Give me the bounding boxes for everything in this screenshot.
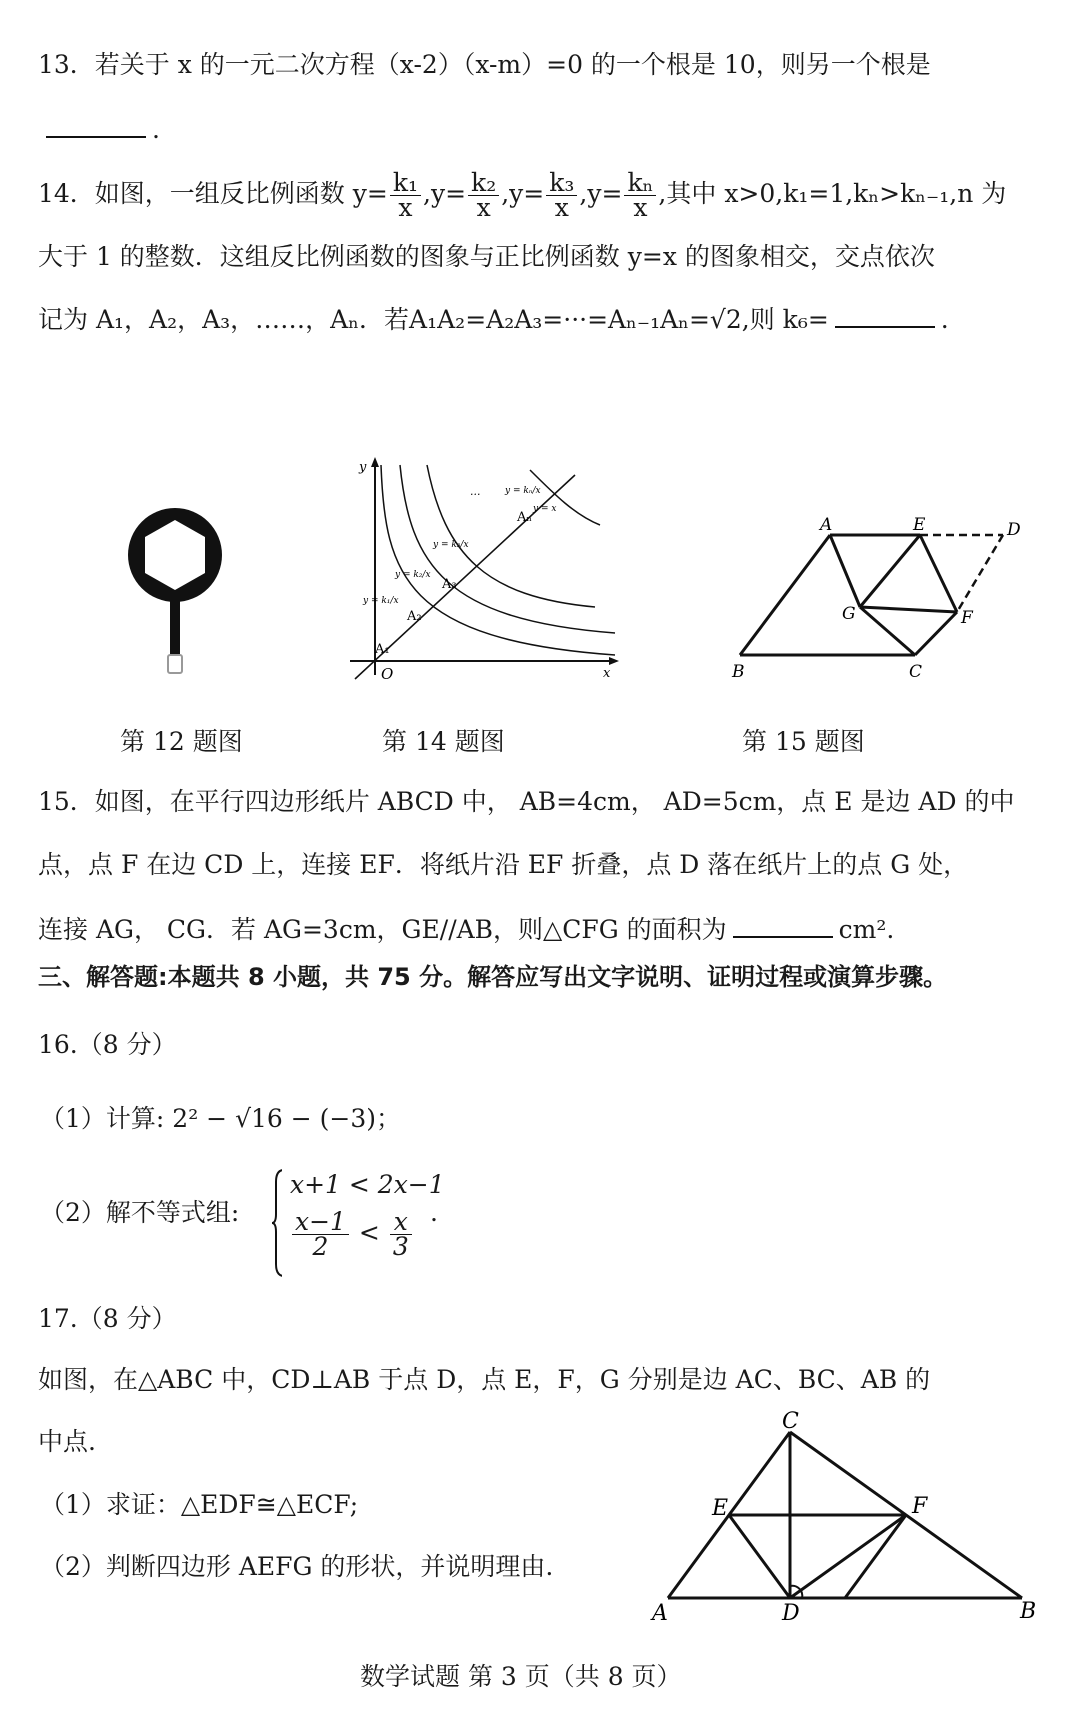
q17-part2: （2）判断四边形 AEFG 的形状，并说明理由. <box>40 1552 554 1581</box>
q17-line2: 中点. <box>38 1427 96 1456</box>
q13-line1: 13．若关于 x 的一元二次方程（x-2）（x-m）=0 的一个根是 10，则另一个根是 <box>38 50 931 79</box>
fig17-e: E <box>712 1496 729 1521</box>
q16-brace <box>272 1168 282 1278</box>
q16-part2-label: （2）解不等式组: <box>40 1198 240 1227</box>
q14-frac-k3: $\frac{\text{k₃}}{x}$ <box>546 171 577 220</box>
figure-12 <box>110 495 240 685</box>
q14-line2: 大于 1 的整数．这组反比例函数的图象与正比例函数 y=x 的图象相交，交点依次 <box>38 242 935 271</box>
fig14-a3: A₃ <box>442 577 457 592</box>
page-footer: 数学试题 第 3 页（共 8 页） <box>360 1662 682 1691</box>
section-3-heading: 三、解答题:本题共 8 小题，共 75 分。解答应写出文字说明、证明过程或演算步骤。 <box>38 963 948 991</box>
q16-header: 16.（8 分） <box>38 1030 177 1059</box>
fig15-c: C <box>909 662 923 682</box>
q14-frac-kn: $\frac{\text{kₙ}}{x}$ <box>624 171 656 220</box>
fig14-yx: y = x <box>533 504 557 514</box>
q14-blank[interactable] <box>835 300 935 328</box>
fig14-x-label: x <box>603 666 611 681</box>
fig17-c: C <box>782 1410 799 1434</box>
fig17-a: A <box>652 1601 668 1626</box>
fig15-g: G <box>842 604 856 624</box>
fig14-f2: y = k₂/x <box>395 570 431 580</box>
fig15-e: E <box>913 515 926 535</box>
fig15-f: F <box>961 608 973 628</box>
fig14-y-label: y <box>359 460 367 475</box>
fig17-f: F <box>912 1494 928 1519</box>
fig17-d: D <box>782 1601 800 1626</box>
q15-blank[interactable] <box>733 910 833 938</box>
fig14-a2: A₂ <box>407 609 422 624</box>
q14-line1: 14．如图，一组反比例函数 y= $\frac{\text{k₁}}{x}$ ,y= $\frac{\text{k₂}}{x}$ ,y= $\frac{\text{k₃}}{x}$ ,y= $\frac{\text{kₙ}}{x}$ ,其中 x>0,k₁=1,kₙ>kₙ₋₁,n 为 <box>38 168 1007 222</box>
q16-inequality-1: x+1 < 2x−1 <box>290 1170 445 1199</box>
q14-line3: 记为 A₁，A₂，A₃，……，Aₙ．若A₁A₂=A₂A₃=···=Aₙ₋₁Aₙ=√2,则 k₆= . <box>38 300 949 337</box>
q15-line2: 点，点 F 在边 CD 上，连接 EF．将纸片沿 EF 折叠，点 D 落在纸片上的点 G 处， <box>38 850 969 879</box>
figure-17 <box>650 1410 1050 1630</box>
q17-part1: （1）求证：△EDF≅△ECF; <box>40 1490 359 1519</box>
q14-frac-k2: $\frac{\text{k₂}}{x}$ <box>468 171 499 220</box>
figure-15 <box>720 515 1030 685</box>
q14-frac-k1: $\frac{\text{k₁}}{x}$ <box>390 171 421 220</box>
fig15-b: B <box>732 662 745 682</box>
figure-14 <box>345 455 625 685</box>
q16-end-dot: . <box>430 1198 438 1227</box>
q13-answer-line: . <box>46 110 160 147</box>
fig14-dots: ... <box>470 485 481 498</box>
caption-figure-12: 第 12 题图 <box>120 727 243 756</box>
q16-part1: （1）计算: 2² − √16 − (−3)； <box>40 1104 402 1133</box>
fig17-b: B <box>1020 1599 1037 1624</box>
fig14-f3: y = k₃/x <box>433 540 469 550</box>
fig14-fn: y = kₙ/x <box>505 486 541 496</box>
caption-figure-14: 第 14 题图 <box>382 727 505 756</box>
q15-line3: 连接 AG， CG．若 AG=3cm，GE//AB，则△CFG 的面积为 cm². <box>38 910 894 947</box>
fig15-d: D <box>1007 520 1021 540</box>
q16-inequality-2: $\frac{x-1}{2}$ < $\frac{x}{3}$ <box>290 1210 414 1259</box>
q17-line1: 如图，在△ABC 中，CD⊥AB 于点 D，点 E，F，G 分别是边 AC、BC、AB 的 <box>38 1365 931 1394</box>
caption-figure-15: 第 15 题图 <box>742 727 865 756</box>
fig14-f1: y = k₁/x <box>363 596 399 606</box>
fig14-an: Aₙ <box>517 510 533 525</box>
fig14-a1: A₁ <box>375 642 390 657</box>
q15-line1: 15．如图，在平行四边形纸片 ABCD 中， AB=4cm， AD=5cm，点 E 是边 AD 的中 <box>38 787 1015 816</box>
fig14-origin-label: O <box>381 665 394 683</box>
fig15-a: A <box>820 515 833 535</box>
q17-header: 17.（8 分） <box>38 1304 177 1333</box>
q13-blank[interactable] <box>46 110 146 138</box>
